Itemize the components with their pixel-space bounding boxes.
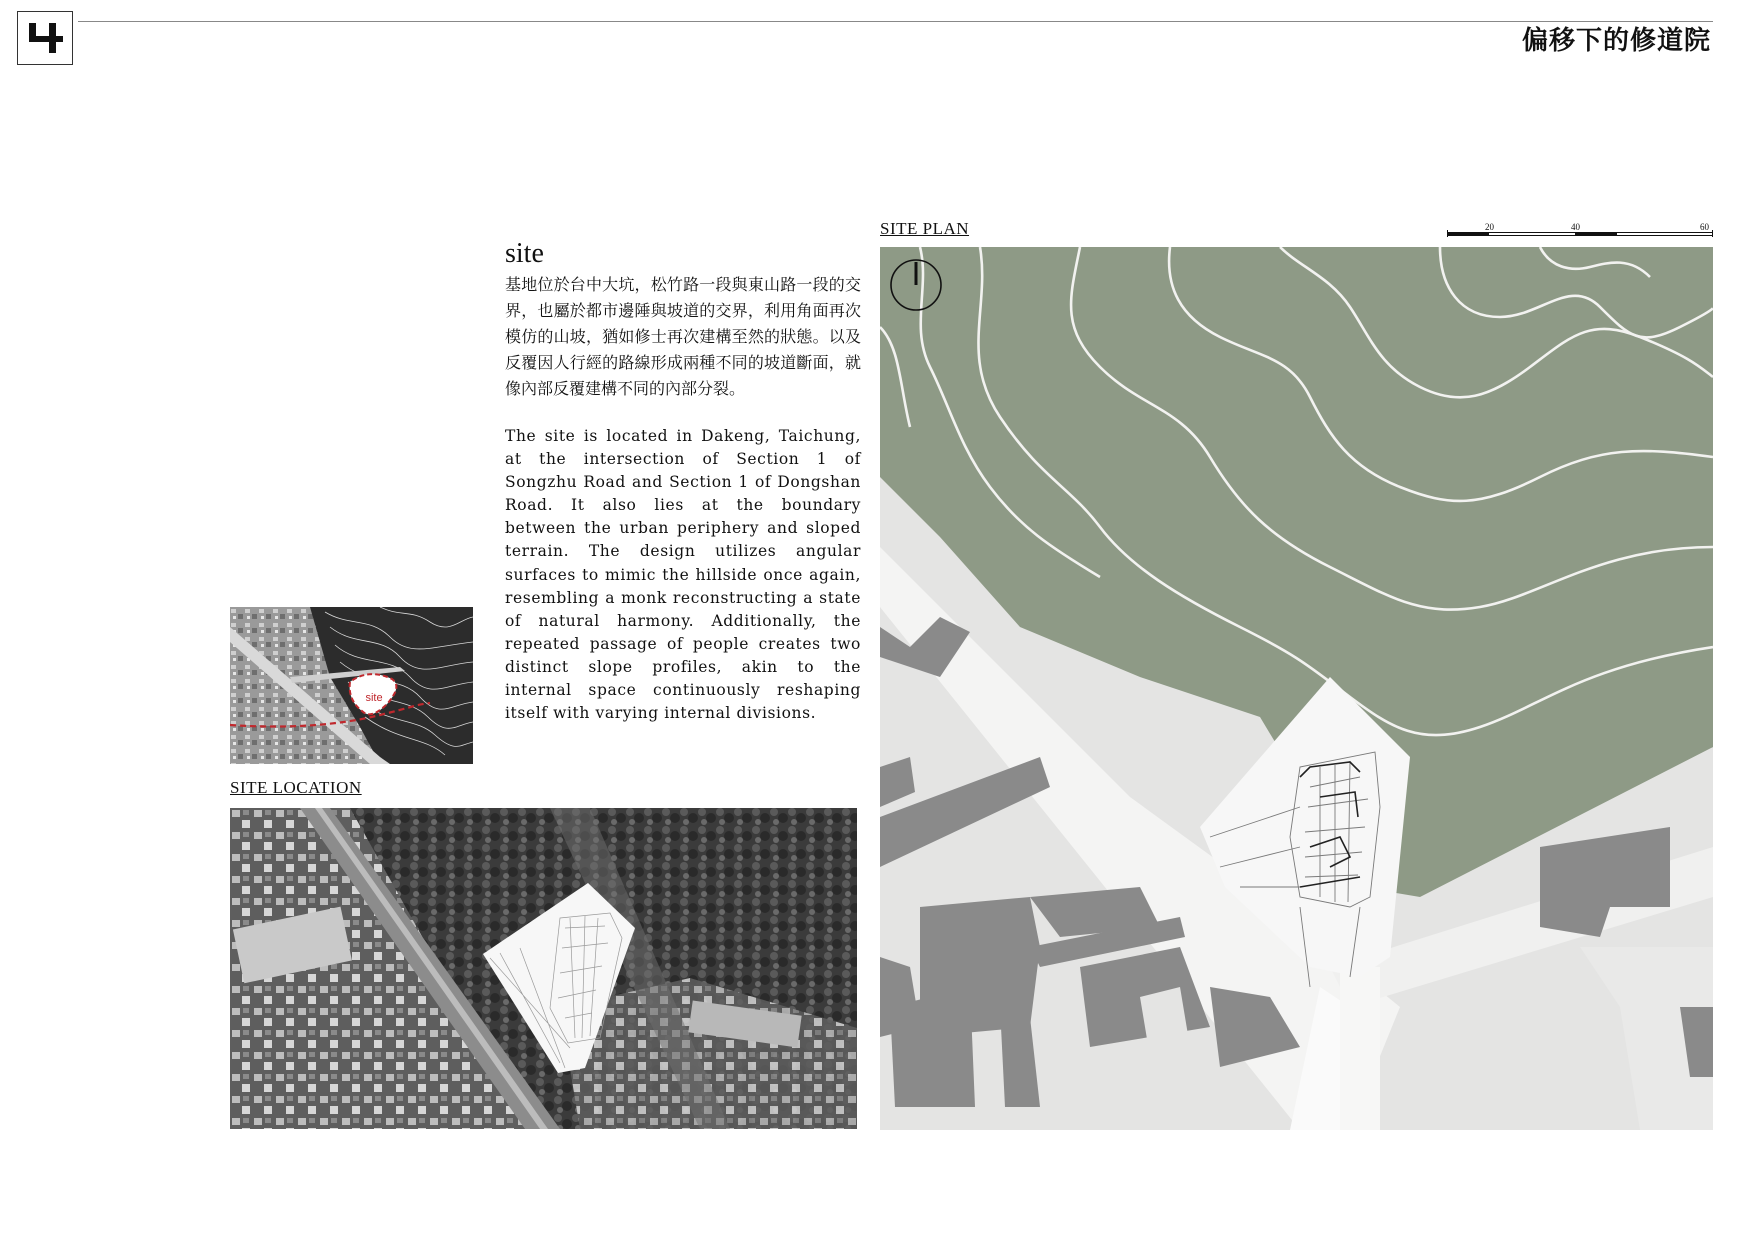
aerial-photo: [230, 808, 857, 1129]
scale-label-20: 20: [1485, 222, 1494, 232]
page-number-box: [17, 11, 73, 65]
site-marker-label: site: [365, 692, 383, 704]
site-heading: site: [505, 238, 544, 269]
page-number-glyph: [27, 23, 65, 53]
scale-label-60: 60: [1700, 222, 1709, 232]
site-context-map: [230, 607, 473, 764]
header-rule: [78, 21, 1713, 22]
scale-bar: [1447, 222, 1713, 242]
site-plan-caption: SITE PLAN: [880, 219, 970, 238]
scale-label-40: 40: [1571, 222, 1580, 232]
site-description-zh: 基地位於台中大坑，松竹路一段與東山路一段的交界，也屬於都市邊陲與坡道的交界，利用角面再次模仿的山坡，猶如修士再次建構至然的狀態。以及反覆因人行經的路線形成兩種不同的坡道斷面，就像內部反覆建構不同的內部分裂。: [505, 275, 861, 398]
site-plan-drawing: [880, 247, 1713, 1130]
site-description-en: The site is located in Dakeng, Taichung, at the intersection of Section 1 of Songzhu Road and Section 1 of Dongshan Road. It also lies at the boundary between the urban periphery and sloped terrain. The design utilizes angular surfaces to mimic the hillside once again, resembling a monk reconstructing a state of natural harmony. Additionally, the repeated passage of people creates two distinct slope profiles, akin to the internal space continuously reshaping itself with varying internal divisions.: [505, 427, 861, 723]
site-location-caption: SITE LOCATION: [230, 778, 362, 797]
page-title: 偏移下的修道院: [1521, 26, 1711, 56]
